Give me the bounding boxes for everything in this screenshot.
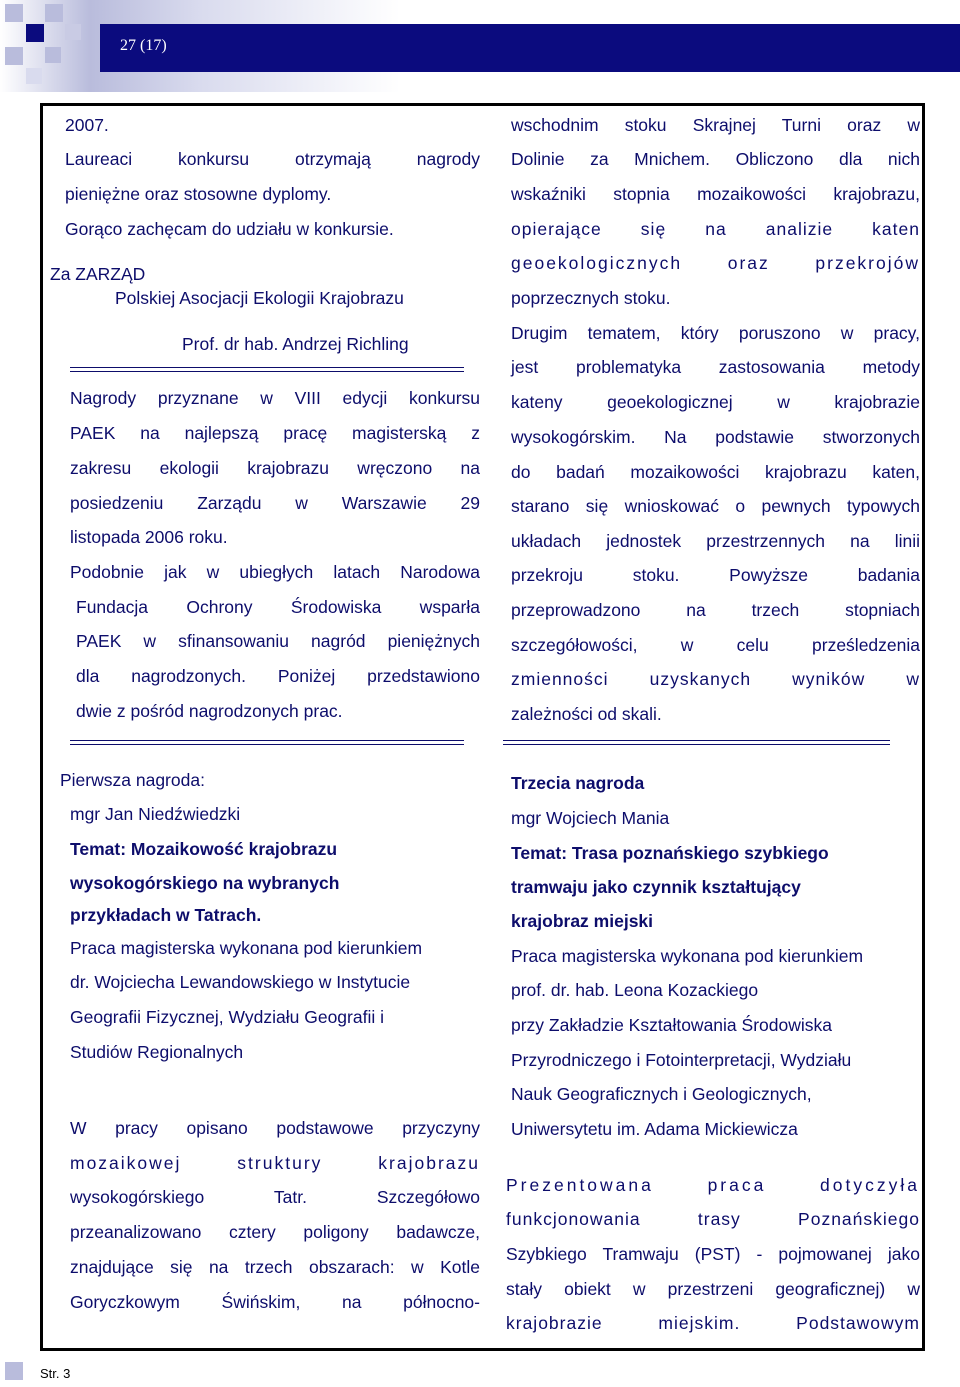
decor-square — [45, 47, 61, 63]
text-line: Fundacja Ochrony Środowiska wsparła — [76, 597, 480, 617]
text-line: dr. Wojciecha Lewandowskiego w Instytucie — [70, 972, 411, 992]
prize-topic: Temat: Trasa poznańskiego szybkiego — [511, 843, 829, 863]
prize-topic: tramwaju jako czynnik kształtujący — [511, 877, 801, 897]
text-line: Nauk Geograficznych i Geologicznych, — [511, 1084, 812, 1104]
decor-square — [26, 24, 44, 42]
text-line: przeprowadzono na trzech stopniach — [511, 600, 920, 620]
text-line: dla nagrodzonych. Poniżej przedstawiono — [76, 666, 480, 686]
prize-topic: Temat: Mozaikowość krajobrazu — [70, 839, 338, 859]
signature-name: Prof. dr hab. Andrzej Richling — [182, 334, 409, 354]
text-line: Uniwersytetu im. Adama Mickiewicza — [511, 1119, 798, 1139]
text-line: kateny geoekologicznej w krajobrazie — [511, 392, 920, 412]
text-line: zmienności uzyskanych wyników w — [511, 669, 920, 689]
text-line: Nagrody przyznane w VIII edycji konkursu — [70, 388, 480, 408]
header-bar — [100, 24, 960, 72]
text-line: przekroju stoku. Powyższe badania — [511, 565, 920, 585]
text-line: jest problematyka zastosowania metody — [511, 357, 920, 377]
text-line: posiedzeniu Zarządu w Warszawie 29 — [70, 493, 480, 513]
text-line: geoekologicznych oraz przekrojów — [511, 253, 920, 273]
text-line: pieniężne oraz stosowne dyplomy. — [65, 184, 332, 204]
text-line: opierające się na analizie katen — [511, 219, 920, 239]
prize-author: mgr Wojciech Mania — [511, 808, 670, 828]
decor-square — [65, 24, 81, 40]
decor-square — [5, 47, 23, 65]
text-line: Studiów Regionalnych — [70, 1042, 244, 1062]
text-line: poprzecznych stoku. — [511, 288, 671, 308]
prize-heading: Trzecia nagroda — [511, 773, 645, 793]
text-line: Praca magisterska wykonana pod kierunkiem — [70, 938, 423, 958]
decor-square — [5, 1362, 23, 1380]
divider — [70, 740, 464, 745]
text-line: układach jednostek przestrzennych na linii — [511, 531, 920, 551]
text-line: W pracy opisano podstawowe przyczyny — [70, 1118, 480, 1138]
text-line: wysokogórskiego Tatr. Szczegółowo — [70, 1187, 480, 1207]
signature-line: Za ZARZĄD — [50, 264, 146, 284]
prize-author: mgr Jan Niedźwiedzki — [70, 804, 241, 824]
text-line: Dolinie za Mnichem. Obliczono dla nich — [511, 149, 920, 169]
text-line: wschodnim stoku Skrajnej Turni oraz w — [511, 115, 920, 135]
text-line: PAEK w sfinansowaniu nagród pieniężnych — [76, 631, 480, 651]
text-line: krajobrazie miejskim. Podstawowym — [506, 1313, 920, 1333]
text-line: stały obiekt w przestrzeni geograficznej) w — [506, 1279, 920, 1299]
prize-topic: wysokogórskiego na wybranych — [70, 873, 340, 893]
text-line: przeanalizowano cztery poligony badawcze, — [70, 1222, 480, 1242]
text-line: zakresu ekologii krajobrazu wręczono na — [70, 458, 480, 478]
text-line: funkcjonowania trasy Poznańskiego — [506, 1209, 920, 1229]
decor-square — [45, 4, 63, 22]
text-line: listopada 2006 roku. — [70, 527, 228, 547]
text-line: dwie z pośród nagrodzonych prac. — [76, 701, 343, 721]
text-line: wysokogórskim. Na podstawie stworzonych — [511, 427, 920, 447]
text-line: przy Zakładzie Kształtowania Środowiska — [511, 1015, 832, 1035]
prize-topic: krajobraz miejski — [511, 911, 654, 931]
text-line: do badań mozaikowości krajobrazu katen, — [511, 462, 920, 482]
text-line: wskaźniki stopnia mozaikowości krajobrazu, — [511, 184, 920, 204]
text-line: Szybkiego Tramwaju (PST) - pojmowanej jako — [506, 1244, 920, 1264]
text-line: Geografii Fizycznej, Wydziału Geografii i — [70, 1007, 384, 1027]
text-line: Laureaci konkursu otrzymają nagrody — [65, 149, 480, 169]
text-line: Prezentowana praca dotyczyła — [506, 1175, 920, 1195]
text-line: Praca magisterska wykonana pod kierunkiem — [511, 946, 864, 966]
text-line: znajdujące się na trzech obszarach: w Kotle — [70, 1257, 480, 1277]
text-line: Drugim tematem, który poruszono w pracy, — [511, 323, 920, 343]
prize-topic: przykładach w Tatrach. — [70, 905, 262, 925]
decor-square — [5, 4, 23, 22]
text-line: Podobnie jak w ubiegłych latach Narodowa — [70, 562, 480, 582]
text-line: szczegółowości, w celu prześledzenia — [511, 635, 920, 655]
divider — [503, 740, 890, 745]
text-line: zależności od skali. — [511, 704, 662, 724]
text-line: PAEK na najlepszą pracę magisterską z — [70, 423, 480, 443]
text-line: Przyrodniczego i Fotointerpretacji, Wydziału — [511, 1050, 852, 1070]
text-line: starano się wnioskować o pewnych typowych — [511, 496, 920, 516]
text-line: 2007. — [65, 115, 109, 135]
text-line: mozaikowej struktury krajobrazu — [70, 1153, 480, 1173]
prize-heading: Pierwsza nagroda: — [60, 770, 205, 790]
decor-square — [26, 68, 42, 84]
page-number: Str. 3 — [40, 1366, 71, 1381]
text-line: prof. dr. hab. Leona Kozackiego — [511, 980, 759, 1000]
text-line: Gorąco zachęcam do udziału w konkursie. — [65, 219, 394, 239]
divider — [70, 367, 464, 372]
text-line: Goryczkowym Świńskim, na północno- — [70, 1292, 480, 1312]
signature-line: Polskiej Asocjacji Ekologii Krajobrazu — [115, 288, 404, 308]
issue-label: 27 (17) — [120, 37, 167, 54]
